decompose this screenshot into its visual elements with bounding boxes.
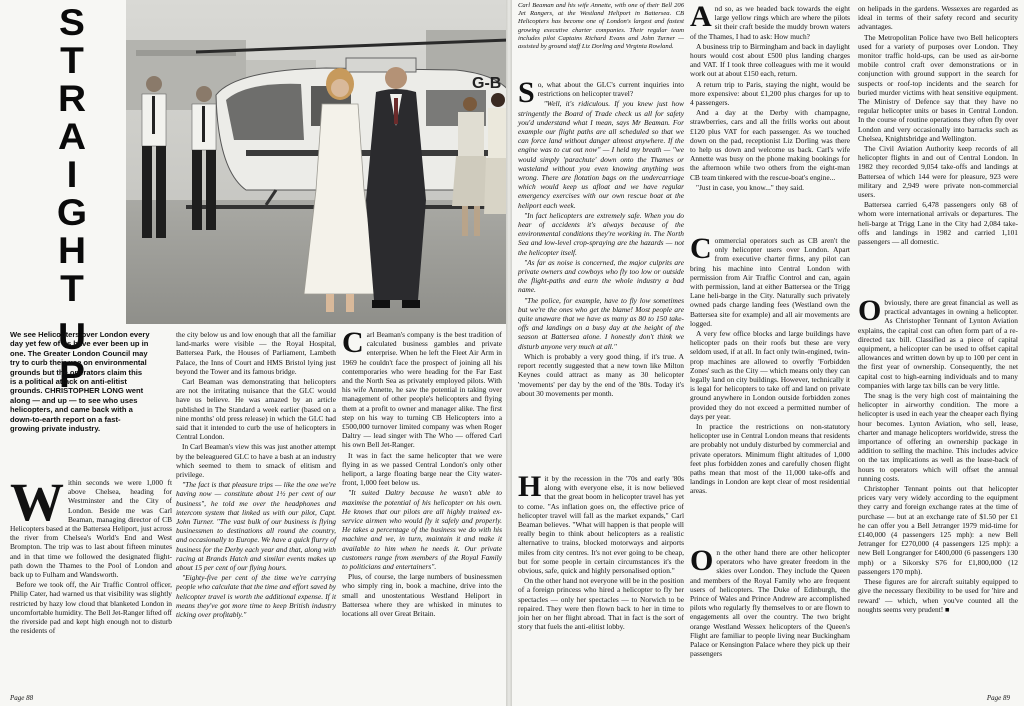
paragraph: "In fact helicopters are extremely safe. When you do hear of accidents it's always because of the environmental conditions they're working in. The North Sea and low-level crop-spraying are the hazards — not the helicopter itself. [518, 210, 684, 257]
left-page [0, 0, 506, 706]
page-number-left: Page 88 [10, 694, 34, 702]
paragraph: In practice the restrictions on non-statutory helicopter use in Central London means that residents are probably not unduly disturbed by commercial and private operators. Minimum flight altitudes of 1,000 feet plus forbidden zones and carefully chosen flight paths mean that most of the 11,000 take-offs and landings in London are kept clear of most residential areas. [690, 422, 850, 496]
paragraph: "Well, it's ridiculous. If you knew just how stringently the Board of Trade check us all for safety you'd understand what I mean, says Mr Beaman. For example our flight paths are all scheduled so that we can force land without danger almost anywhere. If the engine was to cut out now" — I held my breath — "we would simply 'parachute' down onto the Thames or wasteland without you even knowing anything was wrong. There are flotation bags on the undercarriage which would keep us afloat and we have regular emergency exercises with our own rescue boat at the heliport each week. [518, 99, 684, 210]
drop-cap: H [518, 470, 542, 503]
drop-cap: C [342, 326, 364, 359]
paragraph: A return trip to Paris, staying the night, would be more expensive: about £1,200 plus charges for up to 4 passengers. [690, 79, 850, 108]
column-4 [518, 76, 684, 398]
paragraph: The Civil Aviation Authority keep records of all helicopter flights in and out of Central London. In 1982 they recorded 9,054 take-offs and landings at Battersea of which 144 were for pleasure, 923 were military and 2,949 were private non-commercial users. [858, 144, 1018, 200]
drop-cap: S [518, 76, 535, 109]
drop-cap: A [690, 0, 712, 33]
headline-letter: T [60, 40, 84, 81]
paragraph: A very few office blocks and large buildings have helicopter pads on their roofs but these are very seldom used, if at all. In fact only twin-engined, twin-prop machines are allowed to overfly 'Forbidden Zones' such as the City — which means only they can legally land on city buildings. However, technically it is legal for helicopters to take off and land on private ground anywhere in London outside forbidden zones provided they do not exceed a permitted number of days per year. [690, 329, 850, 421]
drop-cap: C [690, 232, 712, 265]
drop-cap: W [10, 472, 64, 532]
column-5 [690, 0, 850, 230]
headline-letter: S [59, 2, 85, 43]
column-5-continued [690, 232, 850, 542]
paragraph: Which is probably a very good thing, if it's true. A report recently suggested that a new town like Milton Keynes could attract as many as 30 helicopter 'movements' per day by the end of the '80s. Today it's about 30 movements per month. [518, 351, 684, 398]
paragraph: These figures are for aircraft suitably equipped to give the necessary flexibility to be used for 'hire and reward' — which, when you've counted all the noughts seems very prudent! ■ [858, 577, 1018, 614]
headline-letter: H [57, 230, 87, 271]
page-number-right: Page 89 [986, 694, 1010, 702]
drop-cap: O [858, 294, 882, 327]
paragraph: And a day at the Derby with champagne, strawberries, cars and all the frills works out about £120 plus VAT for each passenger. As we touched down on the pad, receptionist Liz Dorling was there to help us down and welcome us back. Carl's wife Annette was busy on the phone making bookings for the afternoon while two others from the eight-man CB team tinkered with the rescue-boat's engine... [690, 108, 850, 182]
paragraph: The snag is the very high cost of maintaining the helicopter in airworthy condition. The more a helicopter is used in each year the cheaper each flying hour becomes. Lynton Aviation, who sell, lease, charter and manage helicopters worldwide, stress the importance of offering an ownership package in addition to selling the machine. This includes advice on the tax implications as well as the lease-back of hours to operators which will offset the annual running costs. [858, 391, 1018, 483]
paragraph: "As far as noise is concerned, the major culprits are private owners and cowboys who fly too low or outside the flight-paths and earn the whole industry a bad name. [518, 257, 684, 295]
paragraph: Before we took off, the Air Traffic Control officer, Philip Cater, had warned us that visibility was slightly restricted by hazy low cloud that blanketed London in uncomfortable humidity. The Bell Jet-Ranger lifted off the riverside pad and kept high enough not to disturb the residents of [10, 580, 173, 636]
paragraph: In Carl Beaman's view this was just another attempt by the beleaguered GLC to have a bash at an industry which seemed to them to smack of elitism and privilege. [176, 442, 336, 480]
paragraph: "Just in case, you know..." they said. [696, 182, 804, 192]
paragraph: o, what about the GLC's current inquiries into restrictions on helicopter travel? [537, 80, 684, 99]
paragraph: "The fact is that pleasure trips — like the one we're having now — constitute about 1½ per cent of our business", he told me over the headphones and intercom system that linked us with our pilot, Capt. John Turner. "The vast bulk of our business is flying businessmen to destinations all round the country, and occasionally to Europe. We have a quick flurry of business for the Derby each year and that, along with racing at Brands Hatch and similar events makes up about 15 per cent of our flying hours. [176, 480, 336, 573]
paragraph: On the other hand not everyone will be in the position of a foreign princess who hired a helicopter to fly her spectacles — only her spectacles — to Norwich to be repaired. They were then flown back to her in time to join her on her flight abroad. That in fact is the sort of story that fuels the anti-elitist lobby. [518, 576, 684, 632]
drop-cap: O [690, 544, 714, 577]
headline-letter: A [57, 116, 87, 157]
paragraph: Christopher Tennant points out that helicopter prices vary very widely according to the equipment they carry and foreign exchange rates at the time of purchase — but at an exchange rate of $1.50 per £1 he can offer you a Bell Jetranger 1979 mid-time for £140,000 (4 passengers 125 mph): a new Bell Jetranger for £270,000 (4 passengers 125 mph): a new Bell Longranger for £400,000 (6 passengers 130 mph) or a Sikorsky S76 for £1,800,000 (12 passengers 170 mph). [858, 484, 1018, 576]
column-4-continued [518, 470, 684, 684]
paragraph: the city below us and low enough that all the familiar land-marks were visible — the Royal Hospital, Battersea Park, the Houses of Parliament, Lambeth Palace, the Inns of Court and HMS Bristol lying just beyond the Tower and its famous bridge. [176, 330, 336, 376]
paragraph: Battersea carried 6,478 passengers only 68 of whom were international arrivals or departures. The heli-barge at Trigg Lane in the City had 2,084 take-offs and landings in 1982 and carried 1,101 passengers — all domestic. [858, 200, 1018, 247]
paragraph: The Metropolitan Police have two Bell helicopters used for a variety of purposes over London. They monitor traffic hold-ups, can be used as air-borne mobile control craft over demonstrations or in conjunction with ground support in the search for suspects or roof-top incidents and the search for buried murder victims with heat sensitive equipment. The Ministry of Defence say that they have no regular helicopter units or bases in Central London. In the course of routine operations they often fly over London and very occasionally into barracks such as Chelsea, Knightsbridge and Wellington. [858, 32, 1018, 143]
paragraph: ommercial operators such as CB aren't the only helicopter users over London. Apart from executive charter firms, any pilot can bring his machine into Central London with permission from Air Traffic Control and can, again with permission, land at either Battersea or the Trigg Lane heli-barge in the City. Naturally such privately owned pads charge landing fees (Westland own the Battersea site for example) and all air movements are logged. [690, 236, 850, 328]
photo-caption: Carl Beaman and his wife Annette, with one of their Bell 206 Jet Rangers, at the Westland Heliport in Battersea. CB Helicopters has become one of London's largest and fastest growing executive charter companies. Their regular team includes pilot Captains Richard Evans and John Turner — assisted by ground staff Liz Dorling and Virginia Rowland. [518, 2, 684, 51]
paragraph: on helipads in the gardens. Wessexes are regarded as ideal in terms of their safety record and security advantages. [858, 4, 1018, 32]
paragraph: A business trip to Birmingham and back in daylight hours would cost about £500 plus landing charges and VAT. If I took three colleagues with me it would work out at about £150 each, return. [690, 41, 850, 79]
helicopter-photo [126, 0, 510, 324]
paragraph: it by the recession in the '70s and early '80s along with everyone else, it is now believed that the great boom in helicopter travel has yet to come. "As inflation goes on, the effective price of helicopter travel will fall as the market expands," Carl Beaman believes. "What will happen is that people will really begin to think about helicopters as a realistic alternative to trains, blocked motorways and airports miles from city centres. It's not ever going to be cheap, but for some people in certain circumstances it's the obvious, safe, quick and highly personalised option." [518, 474, 684, 576]
article-intro: We see Helicopters over London every day yet few of us have ever been up in one. The Greater London Council may try to curb their use on environmental grounds but the operators claim this is a political attack on anti-elitist grounds. CHRISTOPHER LONG went along — and up — to see who uses helicopters, and came back with a down-to-earth report on a fast-growing private industry. [10, 330, 150, 434]
column-6 [858, 4, 1018, 294]
paragraph: Carl Beaman was demonstrating that helicopters are not the irritating nuisance that the GLC would have us believe. He was amazed by an article published in The Standard a week earlier (based on a nine months' old press release) in which the GLC had said that it intended to curb the use of helicopters in Central London. [176, 377, 336, 442]
helicopter-registration: G-B [472, 75, 502, 92]
paragraph: "Eighty-five per cent of the time we're carrying people who calculate that the time and effort saved by helicopter travel is worth the additional expense. If it means they've got more time to keep British industry ticking over profitably." [176, 573, 336, 620]
column-2 [176, 330, 336, 690]
headline-letter: P [59, 354, 85, 395]
paragraph: Plus, of course, the large numbers of businessmen who simply ring in, book a machine, drive into the small and unostentatious Westland Heliport in Battersea where they are whisked in minutes to locations all over Great Britain. [342, 572, 502, 619]
paragraph: arl Beaman's company is the best tradition of calculated business gambles and private enterprise. When he left the Fleet Air Arm in 1969 he couldn't face the prospect of joining all his contemporaries who were heading for the Far East and the North Sea as privately employed pilots. With his wife Annette, he saw the potential in taking over management of other people's helicopters and flying them at a profit to owner and manager alike. The first step on his way to turning CB Helicopters into a £500,000 turnover limited company was when Roger Daltry — lead singer with The Who — offered Carl his own Bell Jet-Ranger. [342, 330, 502, 450]
headline-letter: U [57, 316, 87, 357]
headline-letter: I [66, 154, 78, 195]
headline-letter: G [56, 192, 88, 233]
column-5-end [690, 544, 850, 688]
paragraph: bviously, there are great financial as well as practical advantages in owning a helicopter. As Christopher Tennant of Lynton Aviation explains, the capital cost can often form part of a re-directed tax bill. Classified as a piece of capital equipment, a helicopter can be used to offset capital allowances and written down by up to 100 per cent in the first year of ownership. Consequently, the net capital cost to high-earning individuals and to many companies with large tax bills can be very little. [858, 298, 1018, 390]
column-3 [342, 326, 502, 690]
paragraph: ithin seconds we were 1,000 ft above Chelsea, heading for Westminster and the City of London. Beside me was Carl Beaman, managing director of CB Helicopters based at the Battersea Heliport, just across the river from Chelsea's World's End and West Brompton. The trip was to last about fifteen minutes and in that time we followed the designated flight-path down the Thames to the Pool of London and back up to Fulham and Wandsworth. [10, 478, 172, 580]
paragraph: n the other hand there are other helicopter operators who have greater freedom in the skies over London. They include the Queen and members of the Royal Family who are frequent users of helicopters. The Duke of Edinburgh, the Prince of Wales and Prince Andrew are accomplished pilots who regularly fly themselves to or are flown to engagements all over the country. The two bright orange Westland Wessex helicopters of the Queen's Flight are familiar to people living near Buckingham Palace or Kensington Palace where they pick up their passengers [690, 548, 850, 659]
right-page [512, 0, 1024, 706]
paragraph: It was in fact the same helicopter that we were flying in as we passed Central London's only other heliport, a large floating barge near the City water-front, 1,000 feet below us. [342, 450, 502, 488]
column-1 [10, 472, 173, 678]
photo-illustration [126, 0, 510, 324]
paragraph: "It suited Daltry because he wasn't able to maximise the potential of his helicopter on his own. He knows that our pilots are all highly trained ex-service airmen who would fly it safely and properly. He takes a percentage of the business we do with his machine and we, in turn, maintain it and make it available to him when he needs it. Our private customers range from members of the Royal Family to politicians and entertainers". [342, 488, 502, 572]
column-6-continued [858, 294, 1018, 686]
paragraph: nd so, as we headed back towards the eight large yellow rings which are where the pilots sit their craft beside the muddy brown waters of the Thames, I had to ask: How much? [690, 4, 850, 41]
headline-letter: T [60, 268, 84, 309]
paragraph: "The police, for example, have to fly low sometimes but we're the ones who get the blame! Most people are quite unaware that we have as many as 80 to 150 take-offs and landings on a busy day at the height of the season at Battersea alone. I honestly don't think we disturb anyone very much at all." [518, 295, 684, 351]
headline-letter: R [57, 78, 87, 119]
